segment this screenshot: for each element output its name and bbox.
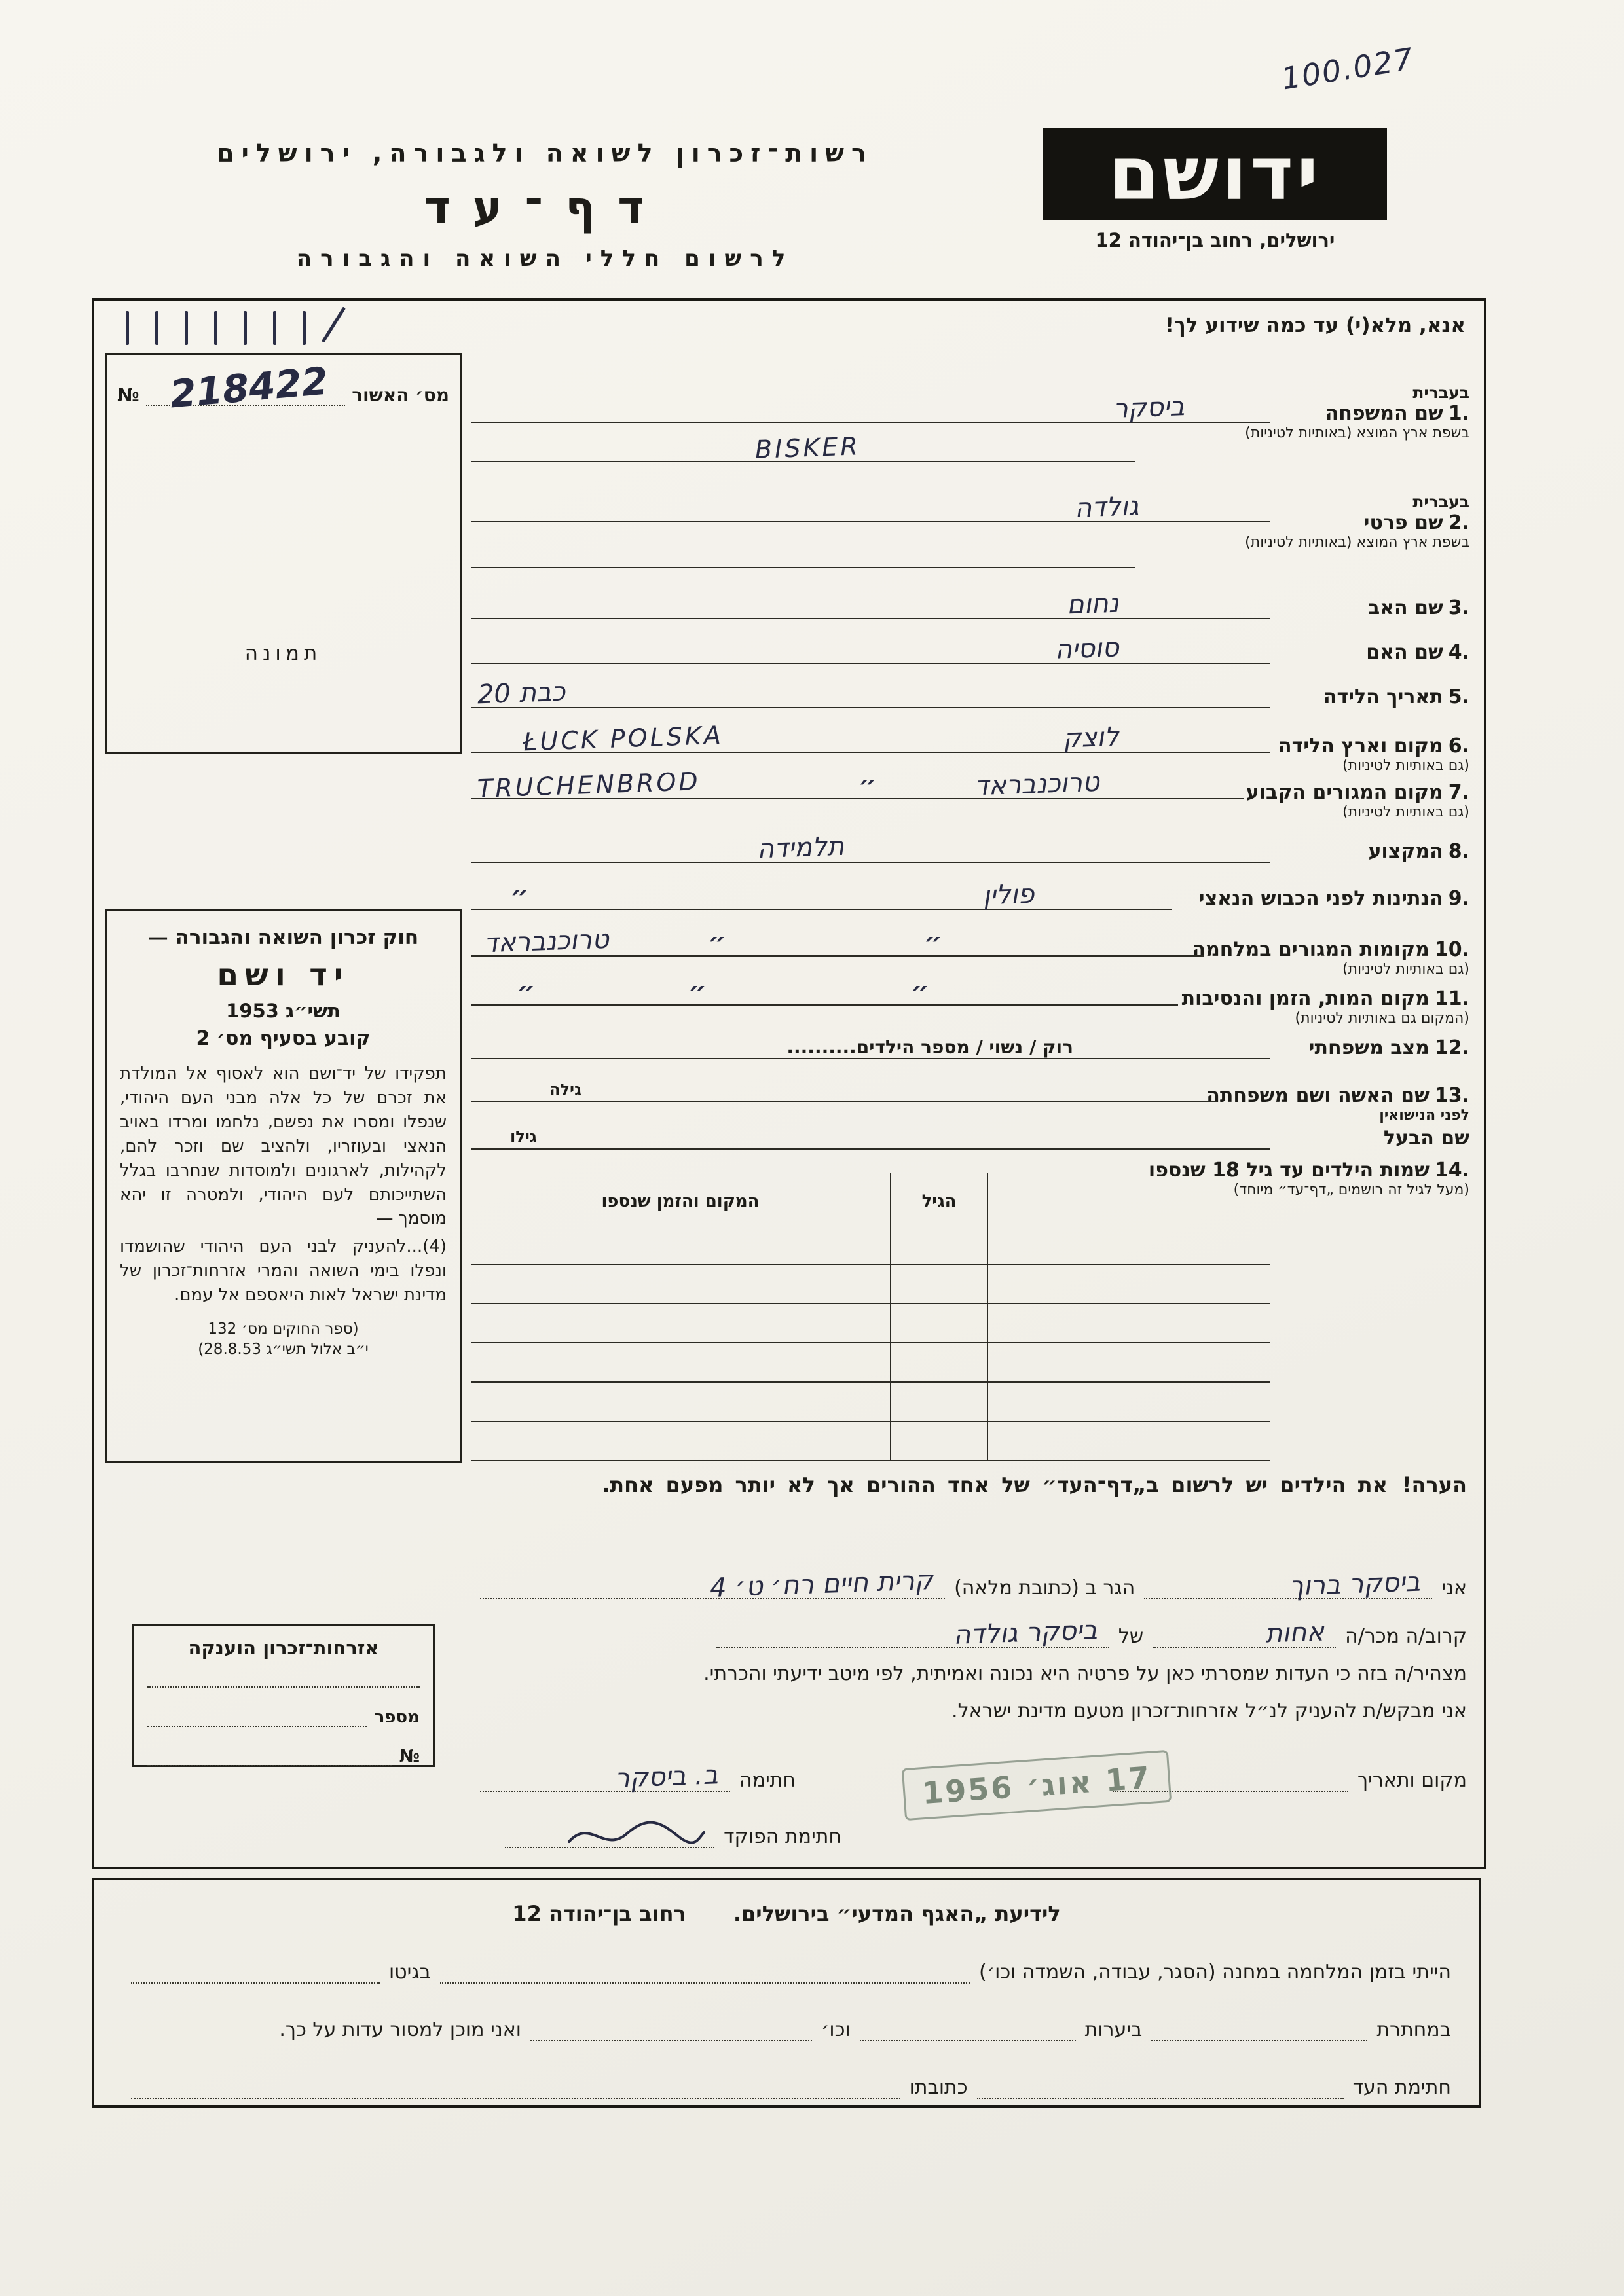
field-name: שם האם: [1366, 641, 1443, 664]
field-number: 9.: [1448, 887, 1469, 910]
birth-place-line: [471, 708, 1270, 757]
family-name-hebrew-line: [471, 353, 1270, 423]
permanent-residence-line: [471, 753, 1244, 803]
field-number: 4.: [1448, 641, 1469, 664]
witness-identity-row: [471, 1565, 1467, 1603]
request-text: אני מבקש/ת להעניק לנ״ל אזרחות־זכרון מטעם מדינת ישראל.: [951, 1700, 1467, 1722]
photo-placeholder-label: תמונה: [244, 642, 322, 665]
law-body: תפקידו של יד־ושם הוא לאסוף אל המולדת את זכרם של כל אלה מבני העם היהודי, שנפלו ומסרו את נפשם, נלחמו ומרדו באויב הנאצי ובעוזריו, ולהציב שם וזכר להם, לקהילות, לארגונים ולמוסדות שנחרבו בגלל השתייכותם לעם היהודי, ולמטרה זו יהא מוסמך —: [120, 1064, 447, 1229]
relationship-row: [471, 1615, 1467, 1650]
number-line: [147, 1698, 367, 1727]
ditto-mark: ״: [910, 977, 929, 1007]
certificate-photo-box: [105, 353, 462, 754]
marital-status-line: [471, 1006, 1270, 1059]
first-name-hebrew-line: [471, 462, 1270, 522]
clerk-signature-row: [471, 1819, 841, 1848]
branch-title-text: לידיעת „האגף המדעי״ בירושלים.: [733, 1901, 1061, 1926]
willing-to-testify-text: ואני מוכן למסור עדות על כך.: [279, 2018, 521, 2041]
field-number: 10.: [1434, 938, 1469, 961]
tally-marks: [126, 304, 361, 346]
certificate-number-label: מס׳ האשור: [352, 384, 449, 406]
field-number: 3.: [1448, 596, 1469, 619]
field-name: שם המשפחה: [1325, 402, 1443, 425]
field-name: מקום וארץ הלידה: [1278, 735, 1443, 757]
witness-address-line: [480, 1565, 945, 1603]
field-sublabel: (המקום גם באותיות לטיניות): [1295, 1010, 1469, 1027]
clerk-signature-scribble: [564, 1817, 708, 1851]
relationship-line: [1153, 1616, 1336, 1649]
field-sublabel: בשפת ארץ המוצא (באותיות לטיניות): [1245, 534, 1469, 551]
victim-name-handwritten: ביסקר גולדה: [953, 1615, 1098, 1650]
wartime-residence-line: [471, 910, 1204, 957]
camps-line: [440, 1955, 970, 1984]
date-stamp: 17 אוג׳ 1956: [902, 1750, 1172, 1821]
profession-handwritten: תלמידה: [756, 831, 845, 865]
field-citizenship: [471, 863, 1469, 910]
witness-signature-row: [122, 2070, 1451, 2099]
left-column: [105, 353, 462, 1358]
birth-date-line: [471, 664, 1270, 708]
camps-row: [122, 1955, 1451, 1984]
field-name: המקצוע: [1368, 840, 1443, 863]
main-form-box: [92, 298, 1486, 1869]
mother-name-handwritten: סוסיה: [1054, 632, 1120, 665]
witness-signature-handwritten: ב. ביסקר: [614, 1760, 719, 1794]
witness-signature-line: [977, 2070, 1344, 2099]
field-number: 2.: [1448, 511, 1469, 534]
form-title: דף־עד: [424, 182, 667, 234]
field-name: הנתינות לפני הכבוש הנאצי: [1198, 887, 1443, 910]
signature-line: [480, 1760, 730, 1794]
law-title: חוק זכרון השואה והגבורה —: [147, 926, 419, 949]
birth-place-hebrew-handwritten: לוצק: [1062, 721, 1120, 754]
underground-line: [1151, 2013, 1367, 2041]
clerk-signature-line: [505, 1819, 714, 1848]
field-name: מצב משפחתי: [1308, 1036, 1430, 1059]
field-wife-name: [471, 1059, 1469, 1123]
signature-label: חתימה: [739, 1769, 796, 1792]
place-date-label: מקום ותאריך: [1357, 1769, 1467, 1792]
children-note: [219, 1472, 1467, 1497]
residence-latin-handwritten: TRUCHENBROD: [477, 767, 701, 803]
field-family-name: [471, 353, 1469, 462]
witness-address-line: [131, 2070, 900, 2099]
field-number: 5.: [1448, 685, 1469, 708]
field-mother-name: [471, 619, 1469, 664]
scientific-branch-box: [92, 1878, 1481, 2108]
place-column-header: המקום והזמן שנספו: [601, 1192, 760, 1211]
her-age-label: גילה: [549, 1080, 581, 1099]
family-name-latin-line: [471, 423, 1135, 462]
residence-hebrew-handwritten: טרוכנבראד: [974, 767, 1100, 802]
grant-numero-row: [147, 1738, 420, 1766]
field-father-name: [471, 568, 1469, 619]
scientific-branch-title: [122, 1901, 1451, 1926]
father-name-handwritten: נחום: [1066, 588, 1120, 621]
field-sublabel: (גם באותיות לטיניות): [1342, 961, 1469, 977]
family-name-latin-handwritten: BISKER: [754, 431, 861, 464]
children-age-column: [890, 1173, 988, 1461]
ditto-mark: ״: [858, 771, 877, 801]
birth-place-latin-handwritten: ŁUCK POLSKA: [523, 720, 724, 757]
witness-name-line: [1144, 1567, 1432, 1602]
citizenship-line: [471, 863, 1172, 910]
grant-blank-line: [147, 1659, 420, 1688]
memorial-citizenship-box: [132, 1624, 435, 1767]
note-text: את הילדים יש לרשום ב„דף־העד״ של אחד ההורים אך לא יותר מפעם אחת.: [602, 1472, 1388, 1497]
form-fields: [471, 353, 1469, 1461]
law-year: תשי״ג 1953: [226, 1000, 341, 1022]
age-column-header: הגיל: [921, 1192, 957, 1211]
birth-date-handwritten: כבת 20: [477, 676, 566, 710]
camps-label: הייתי בזמן המלחמה במחנה (הסגר, עבודה, השמדה וכו׳): [978, 1961, 1451, 1984]
archive-number-handwritten: 100.027: [1278, 41, 1416, 97]
first-name-hebrew-handwritten: גולדה: [1074, 491, 1139, 524]
underground-label: במחתרת: [1376, 2018, 1451, 2041]
branch-address: רחוב בן־יהודה 12: [512, 1901, 686, 1926]
field-number: 11.: [1434, 987, 1469, 1010]
note-bang: הערה!: [1401, 1472, 1467, 1497]
father-name-line: [471, 568, 1270, 619]
field-first-name: [471, 462, 1469, 568]
wife-name-line: [471, 1059, 1217, 1102]
law-footnote: [120, 1319, 447, 1360]
field-family-name-label: [1245, 353, 1469, 441]
field-name: תאריך הלידה: [1323, 685, 1443, 708]
forests-line: [860, 2013, 1076, 2041]
number-label: מספר: [374, 1707, 420, 1727]
mother-name-line: [471, 619, 1270, 664]
witness-address-label: כתובתו: [909, 2076, 968, 2099]
field-number: 1.: [1448, 402, 1469, 425]
field-birth-place: [471, 708, 1469, 774]
clerk-signature-label: חתימת הפוקד: [724, 1825, 841, 1848]
law-text-box: [105, 909, 462, 1463]
residing-label: הגר ב (כתובת מלאה): [954, 1576, 1135, 1599]
numero-sign: №: [399, 1747, 420, 1766]
field-name: שם האב: [1367, 596, 1443, 619]
profession-line: [471, 799, 1270, 863]
field-sublabel: בשפת ארץ המוצא (באותיות לטיניות): [1245, 425, 1469, 441]
citizenship-handwritten: פולין: [982, 879, 1035, 911]
law-yad-vashem: יד ושם: [217, 957, 350, 993]
field-number: 7.: [1448, 781, 1469, 804]
grant-number-row: [147, 1698, 420, 1727]
field-name: שם האשה ושם משפחתה: [1206, 1084, 1430, 1107]
underground-row: [122, 2013, 1451, 2041]
family-name-hebrew-handwritten: ביסקר: [1113, 392, 1185, 424]
grant-title: אזרחות־זכרון הוענקה: [188, 1637, 379, 1659]
numero-line: [147, 1738, 392, 1766]
his-age-label: גילו: [510, 1127, 537, 1146]
yad-vashem-logo: ידושם: [1043, 128, 1387, 220]
field-number: 14.: [1434, 1159, 1469, 1182]
etc-line: [530, 2013, 812, 2041]
wartime-residence-handwritten: טרוכנבראד: [483, 924, 610, 959]
death-place-line: [471, 957, 1178, 1006]
ditto-mark: ״: [923, 928, 942, 958]
field-name: שמות הילדים עד גיל 18 שנספו: [1148, 1159, 1430, 1182]
form-subtitle: לרשום חללי השואה והגבורה: [296, 246, 794, 272]
ghetto-label: בגיטו: [389, 1961, 432, 1984]
victim-name-line: [716, 1615, 1109, 1650]
witness-name-handwritten: ביסקר ברוך: [1289, 1567, 1421, 1602]
law-body-continued: (4)...להעניק לבני העם היהודי שהושמדו ונפלו בימי השואה והמרי אזרחות־זכרון של מדינת ישראל לאות היאספם אל עמם.: [120, 1237, 447, 1305]
ghetto-line: [131, 1955, 380, 1984]
children-place-column: [471, 1173, 890, 1461]
forests-label: ביערות: [1084, 2018, 1143, 2041]
field-name: מקום המות, הזמן והנסיבות: [1181, 987, 1430, 1010]
declaration-text: מצהיר/ה בזה כי העדות שמסרתי כאן על פרטיה היא נכונה ואמיתית, לפי מיטב ידיעתי והכרתי.: [703, 1662, 1467, 1685]
field-name: מקום המגורים הקבוע: [1246, 781, 1443, 804]
header: [147, 139, 943, 272]
field-name: שם פרטי: [1363, 511, 1443, 534]
field-sublabel: (גם באותיות לטיניות): [1342, 804, 1469, 820]
office-address: ירושלים, רחוב בן־יהודה 12: [1095, 229, 1335, 251]
field-number: 12.: [1434, 1036, 1469, 1059]
field-children: [471, 1150, 1469, 1461]
relative-label: קרוב/ה מכר/ה: [1345, 1625, 1467, 1648]
law-section: קובע בסעיף מס׳ 2: [196, 1027, 371, 1050]
field-sublabel: (מעל לגיל זה רושמים „דף־עד״ מיוחד): [1233, 1182, 1469, 1198]
authority-title: רשות־זכרון לשואה ולגבורה, ירושלים: [217, 139, 874, 168]
ditto-mark: ״: [688, 977, 707, 1007]
certificate-number-line: [146, 358, 346, 417]
field-first-name-label: [1245, 462, 1469, 551]
field-name: מקומות המגורים במלחמה: [1192, 938, 1430, 961]
marital-status-options: רוק / נשוי / מספר הילדים..........: [786, 1036, 1073, 1058]
law-footnote-line1: (ספר החוקים מס׳ 132: [208, 1321, 359, 1338]
field-sublabel: (גם באותיות לטיניות): [1342, 757, 1469, 774]
field-number: 8.: [1448, 840, 1469, 863]
ditto-mark: ״: [517, 977, 536, 1007]
fill-instruction: אנא, מלא(י) עד כמה שידוע לך!: [1164, 314, 1466, 337]
witness-signature-label: חתימת העד: [1352, 2076, 1451, 2099]
logo-block: [1043, 128, 1387, 251]
i-label: אני: [1441, 1576, 1467, 1599]
children-table: [471, 1173, 1270, 1461]
field-wartime-residence: [471, 910, 1469, 977]
husband-name-line: [471, 1102, 1270, 1150]
certificate-number-row: [107, 355, 460, 417]
children-names-column: [988, 1173, 1270, 1461]
witness-address-handwritten: קרית חיים רח׳ ט׳ 4: [709, 1565, 934, 1603]
law-footnote-line2: י״ב אלול תשי״ג 28.8.53): [198, 1341, 369, 1358]
ditto-mark: ״: [707, 928, 726, 958]
field-name-line2: לפני הנישואין: [1379, 1107, 1469, 1123]
relationship-handwritten: אחות: [1264, 1616, 1325, 1649]
field-number: 13.: [1434, 1084, 1469, 1107]
numero-sign: №: [117, 384, 139, 406]
field-name: שם הבעל: [1383, 1127, 1469, 1150]
hebrew-tag: בעברית: [1412, 492, 1469, 511]
of-label: של: [1118, 1625, 1144, 1648]
certificate-number-value: 218422: [168, 358, 330, 417]
field-birth-date: [471, 664, 1469, 708]
ditto-mark: ״: [510, 881, 529, 911]
first-name-latin-line: [471, 522, 1135, 568]
etc-label: וכו׳: [821, 2018, 851, 2041]
field-number: 6.: [1448, 735, 1469, 757]
hebrew-tag: בעברית: [1412, 383, 1469, 402]
